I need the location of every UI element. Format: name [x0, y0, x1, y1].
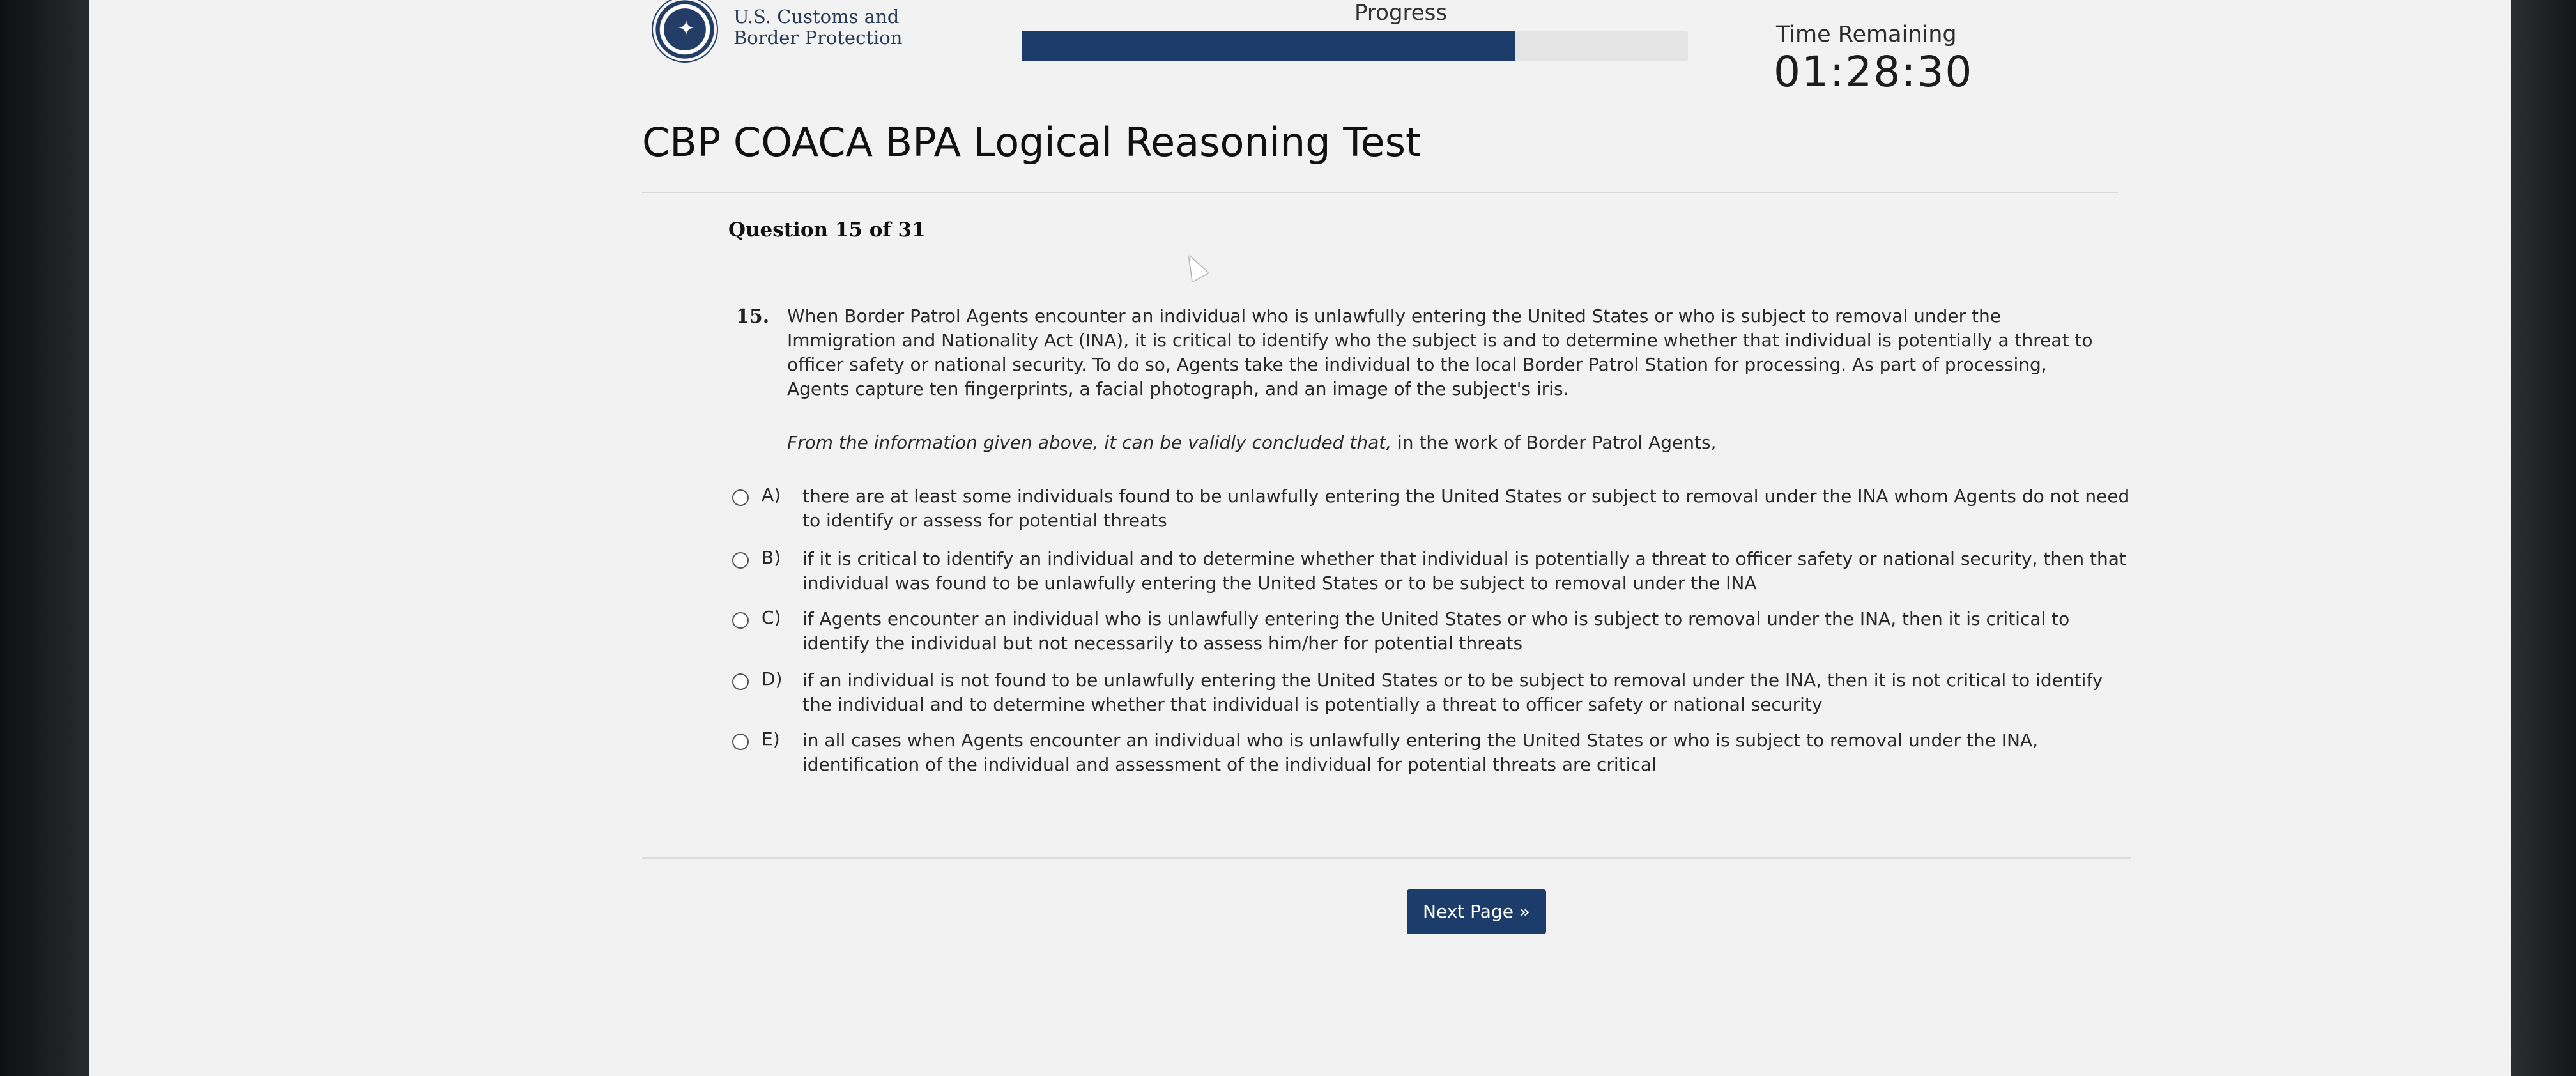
answer-option-e[interactable]	[732, 728, 2138, 780]
content-divider	[642, 857, 2131, 859]
option-letter: B)	[762, 547, 781, 568]
option-text: if an individual is not found to be unlawfully entering the United States or to be subject to removal under the INA, then it is not critical to identify the individual and to determine whether that individual is potentially a threat to officer safety or national security	[802, 670, 2103, 715]
radio-button-b[interactable]	[732, 552, 749, 569]
dhs-seal-icon	[652, 0, 718, 63]
time-remaining-value: 01:28:30	[1774, 47, 1974, 96]
time-remaining-label: Time Remaining	[1776, 22, 1957, 47]
radio-button-a[interactable]	[732, 489, 749, 506]
question-counter: Question 15 of 31	[728, 219, 926, 242]
question-prompt-italic: From the information given above, it can be validly concluded that,	[787, 432, 1392, 453]
question-stem: When Border Patrol Agents encounter an individual who is unlawfully entering the United States or who is subject to removal under the Immigration and Nationality Act (INA), it is critical to identify who the subject is and to determine whether that individual is potentially a threat to officer safety or national security. To do so, Agents take the individual to the local Border Patrol Station for processing. As part of processing, Agents capture ten fingerprints, a facial photograph, and an image of the subject's iris.	[787, 305, 2093, 399]
radio-button-c[interactable]	[732, 612, 749, 629]
answer-option-d[interactable]	[732, 668, 2138, 719]
agency-name-line2: Border Protection	[733, 27, 903, 49]
agency-name-line1: U.S. Customs and	[733, 6, 900, 27]
option-text: if Agents encounter an individual who is unlawfully entering the United States or who is subject to removal under the INA, then it is critical to identify the individual but not necessarily to assess him/her for potential threats	[802, 608, 2070, 654]
radio-button-e[interactable]	[732, 734, 749, 750]
option-text: there are at least some individuals found to be unlawfully entering the United States or subject to removal under the INA whom Agents do not need to identify or assess for potential threats	[802, 486, 2130, 531]
progress-bar	[1022, 31, 1688, 61]
cbp-logo	[652, 0, 903, 60]
agency-name	[733, 6, 902, 49]
progress-bar-fill	[1022, 31, 1515, 61]
page-title: CBP COACA BPA Logical Reasoning Test	[642, 119, 1422, 165]
next-page-button[interactable]: Next Page »	[1407, 889, 1546, 934]
question-prompt-rest: in the work of Border Patrol Agents,	[1392, 432, 1717, 453]
mouse-cursor-icon	[1181, 252, 1209, 282]
option-letter: D)	[762, 668, 783, 689]
answer-option-a[interactable]	[732, 484, 2138, 535]
option-letter: A)	[762, 484, 781, 505]
browser-viewport	[89, 0, 2511, 1076]
answer-option-c[interactable]	[732, 607, 2138, 658]
title-divider	[642, 192, 2118, 193]
option-letter: C)	[762, 607, 781, 628]
monitor-bezel-left	[0, 0, 89, 1076]
radio-button-d[interactable]	[732, 673, 749, 690]
question-number: 15.	[736, 305, 770, 328]
answer-option-b[interactable]	[732, 547, 2138, 598]
monitor-bezel-right	[2511, 0, 2576, 1076]
option-text: in all cases when Agents encounter an individual who is unlawfully entering the United States or who is subject to removal under the INA, identification of the individual and assessment of the individual for potential threats are critical	[802, 730, 2038, 775]
question-prompt	[787, 432, 2097, 453]
eagle-icon: ✦	[677, 16, 695, 40]
option-letter: E)	[762, 728, 780, 749]
option-text: if it is critical to identify an individual and to determine whether that individual is potentially a threat to officer safety or national security, then that individual was found to be unlawfully entering the United States or to be subject to removal under the INA	[802, 548, 2126, 594]
progress-label: Progress	[1354, 0, 1448, 26]
